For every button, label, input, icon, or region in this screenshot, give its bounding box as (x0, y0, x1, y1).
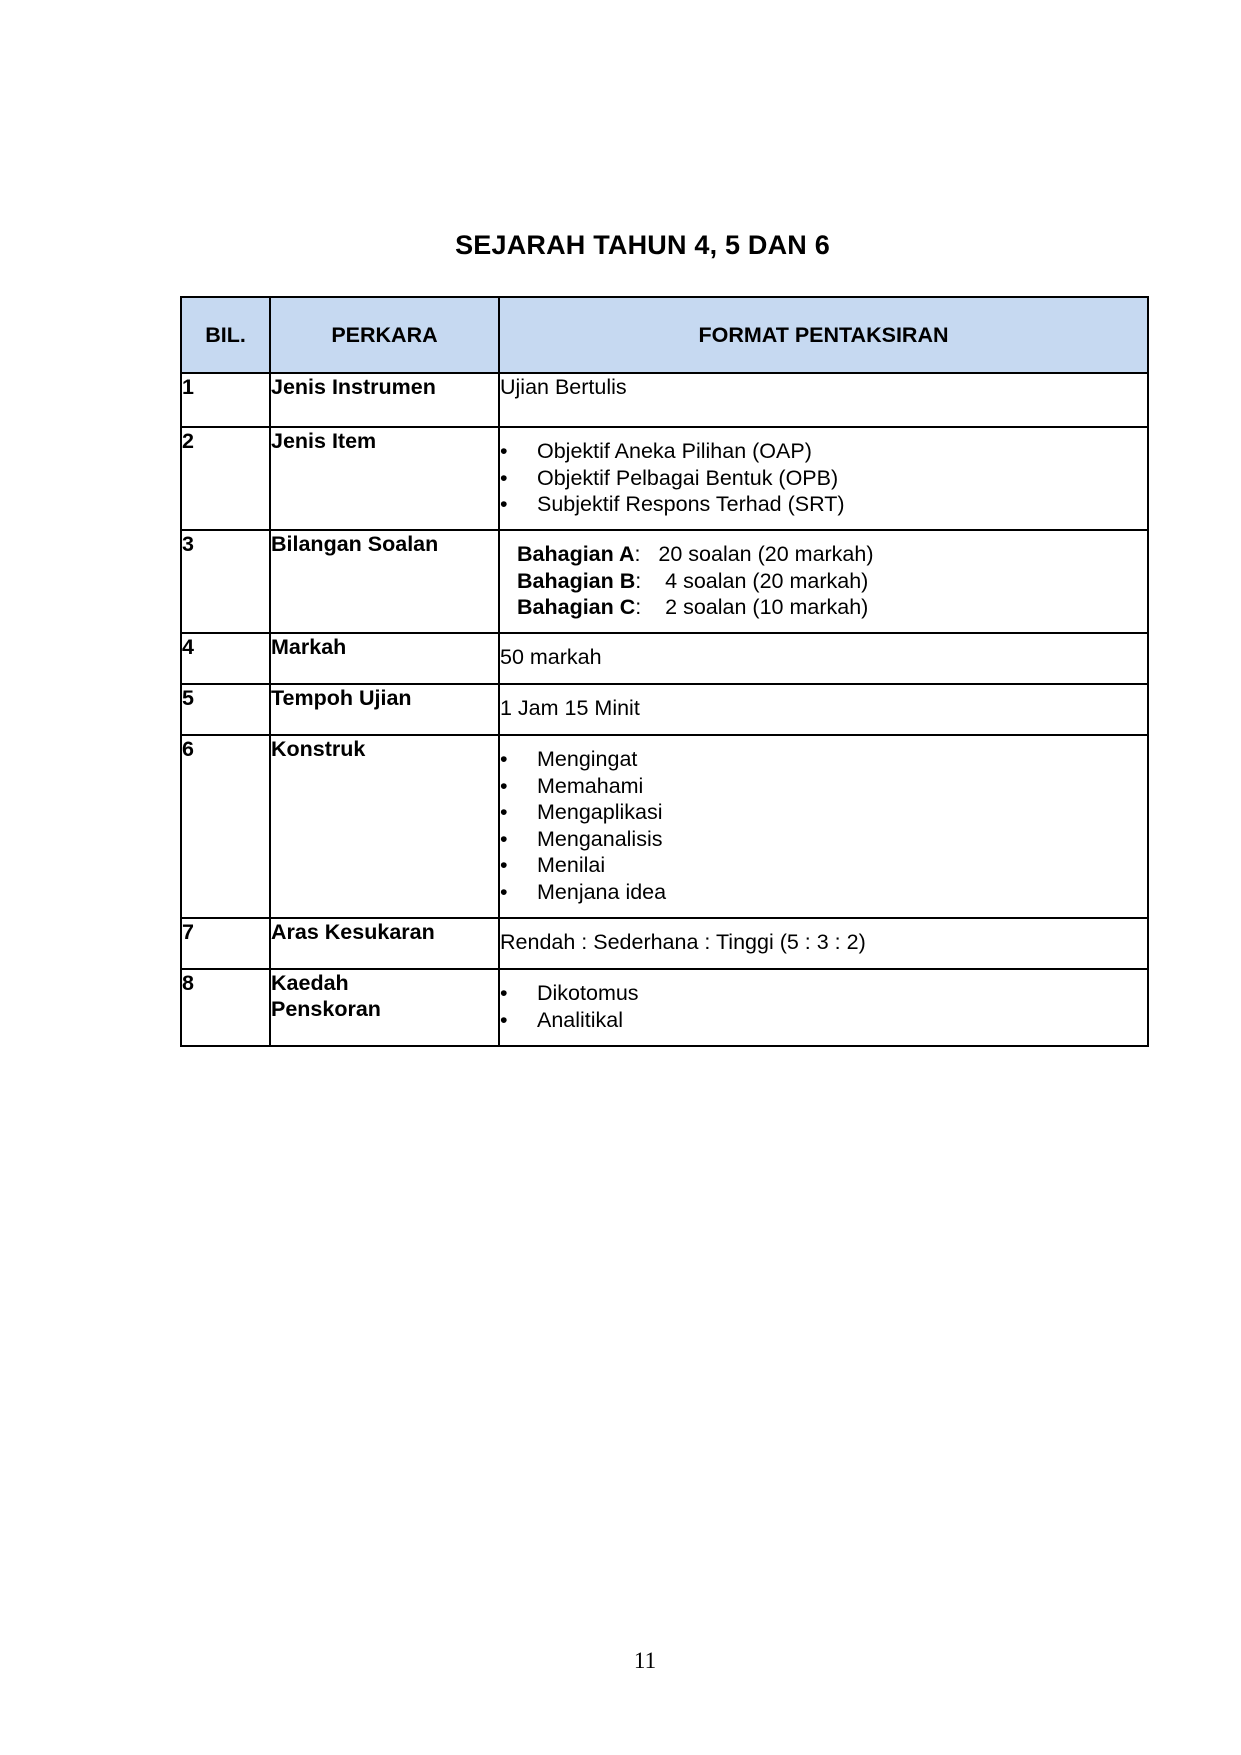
row-perkara: Markah (270, 633, 499, 684)
row-number: 4 (181, 633, 270, 684)
page-number: 11 (633, 1648, 657, 1673)
bullet-list (500, 438, 1147, 518)
bahagian-b-line (517, 568, 1147, 595)
row-perkara: Tempoh Ujian (270, 684, 499, 735)
page-title: SEJARAH TAHUN 4, 5 DAN 6 (455, 230, 830, 260)
list-item: • Mengaplikasi (500, 799, 1147, 826)
bullet-list (500, 980, 1147, 1033)
bullet-list (500, 746, 1147, 905)
row-number: 1 (181, 373, 270, 427)
list-item: • Memahami (500, 773, 1147, 800)
bahagian-b-value: 4 soalan (20 markah) (665, 568, 869, 593)
row-number: 3 (181, 530, 270, 633)
header-format-pentaksiran: FORMAT PENTAKSIRAN (499, 297, 1148, 373)
list-item: • Objektif Pelbagai Bentuk (OPB) (500, 465, 1147, 492)
row-format (499, 735, 1148, 918)
perkara-line: Penskoran (271, 997, 381, 1021)
table-row (181, 735, 1148, 918)
table-row (181, 530, 1148, 633)
row-perkara: Konstruk (270, 735, 499, 918)
row-format: Rendah : Sederhana : Tinggi (5 : 3 : 2) (499, 918, 1148, 969)
table-row (181, 918, 1148, 969)
row-perkara (270, 969, 499, 1046)
row-perkara: Jenis Item (270, 427, 499, 530)
table-header-row (181, 297, 1148, 373)
header-bil: BIL. (181, 297, 270, 373)
table-row (181, 633, 1148, 684)
perkara-line: Kaedah (271, 971, 349, 995)
row-number: 7 (181, 918, 270, 969)
row-number: 5 (181, 684, 270, 735)
row-format (499, 530, 1148, 633)
list-item: • Subjektif Respons Terhad (SRT) (500, 491, 1147, 518)
bahagian-a-label: Bahagian A (517, 542, 635, 566)
table-row (181, 969, 1148, 1046)
list-item: • Menganalisis (500, 826, 1147, 853)
list-item: • Menjana idea (500, 879, 1147, 906)
row-perkara: Jenis Instrumen (270, 373, 499, 427)
bahagian-c-label: Bahagian C (517, 595, 636, 619)
bahagian-a-line (517, 541, 1147, 568)
row-number: 8 (181, 969, 270, 1046)
row-perkara: Bilangan Soalan (270, 530, 499, 633)
row-number: 6 (181, 735, 270, 918)
row-format: 1 Jam 15 Minit (499, 684, 1148, 735)
bahagian-a-separator: : (634, 542, 659, 566)
row-perkara: Aras Kesukaran (270, 918, 499, 969)
bahagian-c-value: 2 soalan (10 markah) (665, 595, 869, 619)
table-row (181, 373, 1148, 427)
bahagian-a-value: 20 soalan (20 markah) (658, 542, 874, 566)
row-number: 2 (181, 427, 270, 530)
bahagian-b-label: Bahagian B (517, 568, 636, 593)
assessment-format-table (180, 296, 1149, 1047)
table-row (181, 684, 1148, 735)
list-item: • Objektif Aneka Pilihan (OAP) (500, 438, 1147, 465)
bahagian-c-line (517, 594, 1147, 621)
row-format: Ujian Bertulis (499, 373, 1148, 427)
list-item: • Menilai (500, 852, 1147, 879)
list-item: • Mengingat (500, 746, 1147, 773)
bahagian-c-separator: : (635, 595, 666, 619)
list-item: • Analitikal (500, 1007, 1147, 1034)
row-format (499, 969, 1148, 1046)
row-format: 50 markah (499, 633, 1148, 684)
bahagian-b-separator: : (635, 568, 666, 593)
header-perkara: PERKARA (270, 297, 499, 373)
list-item: • Dikotomus (500, 980, 1147, 1007)
row-format (499, 427, 1148, 530)
table-row (181, 427, 1148, 530)
